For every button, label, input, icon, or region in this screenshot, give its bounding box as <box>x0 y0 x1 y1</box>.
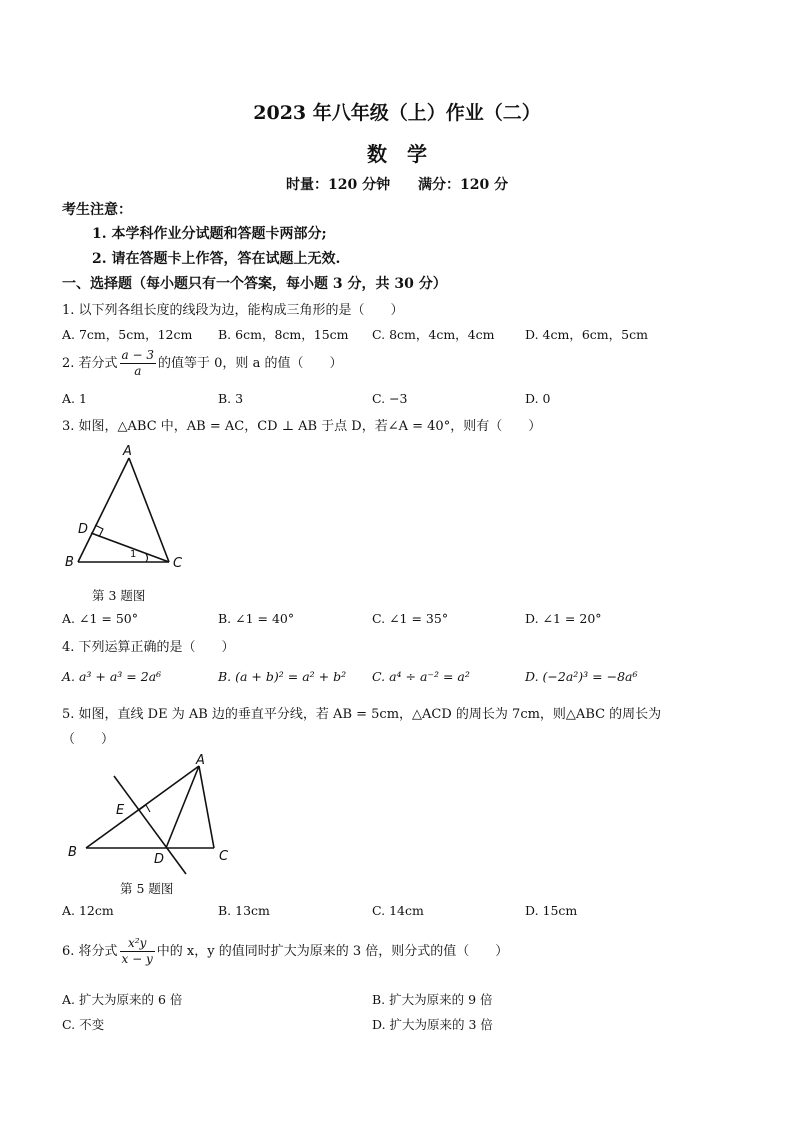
question-2-suffix: 的值等于 0，则 a 的值（ ） <box>158 356 343 371</box>
question-6-option-d: D. 扩大为原来的 3 倍 <box>372 1017 493 1032</box>
question-2-fraction <box>120 348 156 379</box>
question-5-figure <box>62 752 242 876</box>
question-3-option-d: D. ∠1 = 20° <box>525 611 602 626</box>
question-5-option-b: B. 13cm <box>218 903 270 918</box>
question-5-option-a: A. 12cm <box>62 903 114 918</box>
question-3-option-a: A. ∠1 = 50° <box>62 611 138 626</box>
point-label-d: D <box>154 852 165 867</box>
question-6-option-c: C. 不变 <box>62 1017 105 1032</box>
question-5-option-c: C. 14cm <box>372 903 424 918</box>
question-2-stem <box>62 348 342 379</box>
question-4-option-c: C. a⁴ ÷ a⁻² = a² <box>372 669 470 684</box>
vertex-label-c: C <box>173 556 183 571</box>
page-title: 2023 年八年级（上）作业（二） <box>253 102 541 124</box>
question-3-stem: 3. 如图，△ABC 中，AB = AC，CD ⊥ AB 于点 D，若∠A = 40°，则有（ ） <box>62 419 542 434</box>
vertex-label-b: B <box>65 555 74 570</box>
question-5-stem-continued: （ ） <box>62 732 115 747</box>
question-6-option-a: A. 扩大为原来的 6 倍 <box>62 992 183 1007</box>
vertex-label-b: B <box>68 845 77 860</box>
note-item-1: 1. 本学科作业分试题和答题卡两部分; <box>92 226 327 242</box>
fraction-numerator: x²y <box>120 936 155 952</box>
fraction-numerator: a − 3 <box>121 348 155 362</box>
angle-arc <box>146 554 148 562</box>
question-5-stem: 5. 如图，直线 DE 为 AB 边的垂直平分线，若 AB = 5cm，△ACD 的周长为 7cm，则△ABC 的周长为 <box>62 707 662 722</box>
question-6-prefix: 6. 将分式 <box>62 944 118 959</box>
full-score: 满分：120 分 <box>418 177 509 193</box>
side-ac <box>199 766 214 848</box>
question-6-stem <box>62 936 508 967</box>
note-item-2: 2. 请在答题卡上作答，答在试题上无效. <box>92 251 341 267</box>
question-1-stem: 1. 以下列各组长度的线段为边，能构成三角形的是（ ） <box>62 303 404 318</box>
question-5-option-d: D. 15cm <box>525 903 578 918</box>
side-ab <box>78 458 129 562</box>
notes-heading: 考生注意： <box>62 202 132 218</box>
question-6-fraction <box>120 936 155 967</box>
question-6-option-b: B. 扩大为原来的 9 倍 <box>372 992 493 1007</box>
question-1-option-a: A. 7cm，5cm，12cm <box>62 327 193 342</box>
question-2-option-d: D. 0 <box>525 391 551 406</box>
question-1-option-b: B. 6cm，8cm，15cm <box>218 327 349 342</box>
fraction-denominator: a <box>134 364 142 378</box>
question-2-option-a: A. 1 <box>62 391 87 406</box>
question-2-option-c: C. −3 <box>372 391 408 406</box>
question-4-option-a: A. a³ + a³ = 2a⁶ <box>62 669 162 684</box>
question-1-option-d: D. 4cm，6cm，5cm <box>525 327 648 342</box>
question-5-caption: 第 5 题图 <box>120 881 174 896</box>
point-label-e: E <box>116 803 125 818</box>
question-3-caption: 第 3 题图 <box>92 588 146 603</box>
question-6-suffix: 中的 x，y 的值同时扩大为原来的 3 倍，则分式的值（ ） <box>156 944 509 959</box>
exam-time: 时量：120 分钟 <box>286 177 391 193</box>
section-heading: 一、选择题（每小题只有一个答案，每小题 3 分，共 30 分） <box>62 276 447 292</box>
question-2-prefix: 2. 若分式 <box>62 356 118 371</box>
fraction-denominator: x − y <box>121 952 153 966</box>
vertex-label-d: D <box>78 522 89 537</box>
question-3-option-c: C. ∠1 = 35° <box>372 611 449 626</box>
question-4-option-d: D. (−2a²)³ = −8a⁶ <box>525 669 638 684</box>
subject-title: 数学 <box>367 142 447 166</box>
angle-label-1: 1 <box>130 549 137 560</box>
side-ac <box>129 458 169 562</box>
question-3-option-b: B. ∠1 = 40° <box>218 611 295 626</box>
vertex-label-c: C <box>219 849 229 864</box>
question-4-stem: 4. 下列运算正确的是（ ） <box>62 640 235 655</box>
question-3-figure <box>62 440 202 578</box>
question-1-option-c: C. 8cm，4cm，4cm <box>372 327 495 342</box>
vertex-label-a: A <box>196 753 205 768</box>
question-2-option-b: B. 3 <box>218 391 244 406</box>
question-4-option-b: B. (a + b)² = a² + b² <box>218 669 347 684</box>
vertex-label-a: A <box>123 444 132 459</box>
